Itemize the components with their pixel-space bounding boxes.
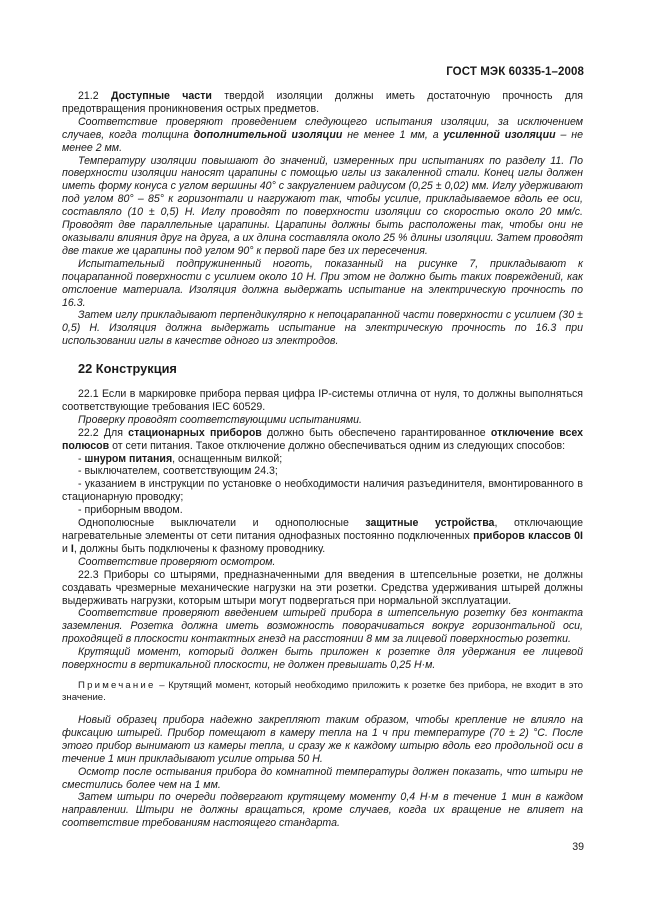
paragraph-22-2 xyxy=(62,427,583,453)
paragraph-21-2 xyxy=(62,90,583,116)
torque-paragraph: Крутящий момент, который должен быть приложен к розетке для удержания ее лицевой поверхности в вертикальной плоскости, не должен превышать 0,25 Н·м. xyxy=(62,646,583,672)
text: 22.2 Для xyxy=(78,426,129,439)
term-bold: отключение всех полюсов xyxy=(62,426,583,452)
term-bold: защитные устройства xyxy=(365,517,495,530)
document-header: ГОСТ МЭК 60335-1–2008 xyxy=(446,66,584,78)
text: должно быть обеспечено гарантированное xyxy=(261,426,491,439)
text: твердой изоляции должны иметь достаточную прочность для предотвращения проникновения острых предметов. xyxy=(62,90,584,115)
test-nail-paragraph: Испытательный подпружиненный ноготь, показанный на рисунке 7, прикладывают к поцарапанной поверхности с усилием около 10 Н. При этом не должно быть таких повреждений, как отслоение материала. Изоляция должна выдержать испытание на электрическую прочность по 16.3. xyxy=(62,257,583,309)
note-label: Примечание xyxy=(78,679,156,691)
single-pole-paragraph xyxy=(62,517,583,556)
cooling-paragraph: Осмотр после остывания прибора до комнатной температуры должен показать, что штыри не сместились более чем на 1 мм. xyxy=(62,765,583,791)
text: Соответствие проверяют проведением следующего испытания изоляции, за исключением случаев, когда толщина xyxy=(62,115,583,141)
term-bold: I xyxy=(70,542,74,555)
needle-paragraph: Затем иглу прикладывают перпендикулярно к непоцарапанной части поверхности с усилием (30 ± 0,5) Н. Изоляция должна выдержать испытание на электрическую прочность по 16.3 при использовании иглы в качестве одного из электродов. xyxy=(62,309,583,348)
text: – не менее 2 мм. xyxy=(62,128,584,154)
text: Однополюсные выключатели и однополюсные xyxy=(78,517,366,530)
inspection-paragraph: Соответствие проверяют осмотром. xyxy=(78,555,276,568)
term-bold: стационарных приборов xyxy=(128,426,262,439)
text: , должны быть подключены к фазному проводнику. xyxy=(73,542,326,555)
rotation-paragraph: Затем штыри по очереди подвергают крутящему моменту 0,4 Н·м в течение 1 мин в каждом направлении. Штыри не должны вращаться, кроме случаев, когда их вращение не влияет на соответствие требованиям настоящего стандарта. xyxy=(62,791,583,830)
text: 21.2 xyxy=(78,90,111,102)
socket-test-paragraph: Соответствие проверяют введением штырей прибора в штепсельную розетку без контакта заземления. Розетка должна иметь возможность поворачиваться вокруг горизонтальной оси, проходящей в плоскости контактных гнезд на расстоянии 8 мм за лицевой поверхностью розетки. xyxy=(62,607,583,646)
text: - xyxy=(78,452,85,465)
list-item: - выключателем, соответствующим 24.3; xyxy=(78,465,278,478)
note xyxy=(62,680,583,704)
list-item: - указанием в инструкции по установке о необходимости наличия разъединителя, вмонтированного в стационарную проводку; xyxy=(62,478,583,504)
text: , отключающие нагревательные элементы от сети питания однофазных постоянно подключенных xyxy=(62,517,583,542)
paragraph-22-1: 22.1 Если в маркировке прибора первая цифра IP-системы отлична от нуля, то должны выполняться соответствующие требования IEC 60529. xyxy=(62,388,583,413)
test-procedure-paragraph: Температуру изоляции повышают до значений, измеренных при испытаниях по разделу 11. По поверхности изоляции наносят царапины с помощью иглы из закаленной стали. Конец иглы должен иметь форму конуса с углом вершины 40° с закруглением радиусом (0,25 ± 0,02) мм. Иглу удерживают под углом 80° – 85° к горизонтали и нагружают так, чтобы усилие, прикладываемое вдоль ее оси, составляло (10 ± 0,5) Н. Иглу проводят по поверхности изоляции со скоростью около 20 мм/с. Проводят две параллельные царапины. Царапины должны быть расположены так, чтобы они не оказывали влияния друг на друга, а их длина составляла около 25 % длины изоляции. Затем проводят две такие же царапины под углом 90° к первой паре без их пересечения. xyxy=(62,154,583,257)
section-heading: 22 Конструкция xyxy=(78,361,177,377)
paragraph-22-3: 22.3 Приборы со штырями, предназначенными для введения в штепсельные розетки, не должны создавать чрезмерные механические нагрузки на эти розетки. Средства удерживания штырей должны выдерживать нагрузки, которым штыри могут подвергаться при нормальной эксплуатации. xyxy=(62,568,583,607)
term-bold: усиленной изоляции xyxy=(443,128,556,141)
note-text: – Крутящий момент, который необходимо приложить к розетке без прибора, не входит в это значение. xyxy=(62,679,583,703)
text: и xyxy=(62,542,71,555)
term-bold: шнуром питания xyxy=(84,452,173,465)
heat-test-paragraph: Новый образец прибора надежно закрепляют таким образом, чтобы крепление не влияло на фиксацию штырей. Прибор помещают в камеру тепла на 1 ч при температуре (70 ± 2) °С. После этого прибор вынимают из камеры тепла, и сразу же к каждому штырю вдоль его продольной оси в течение 1 мин прикладывают усилие отрыва 50 Н. xyxy=(62,713,583,765)
check-paragraph: Проверку проводят соответствующими испытаниями. xyxy=(78,413,363,426)
compliance-paragraph xyxy=(62,116,583,155)
text: , оснащенным вилкой; xyxy=(172,452,283,465)
term-bold: приборов классов 0I xyxy=(473,530,583,542)
page-number: 39 xyxy=(572,841,584,853)
list-item xyxy=(62,453,583,466)
list-item: - приборным вводом. xyxy=(78,504,183,517)
term-bold: дополнительной изоляции xyxy=(193,128,343,141)
text: не менее 1 мм, а xyxy=(342,128,444,141)
term-bold: Доступные части xyxy=(110,90,212,102)
page-body xyxy=(62,90,583,830)
text: от сети питания. Такое отключение должно обеспечиваться одним из следующих способов: xyxy=(109,439,566,452)
